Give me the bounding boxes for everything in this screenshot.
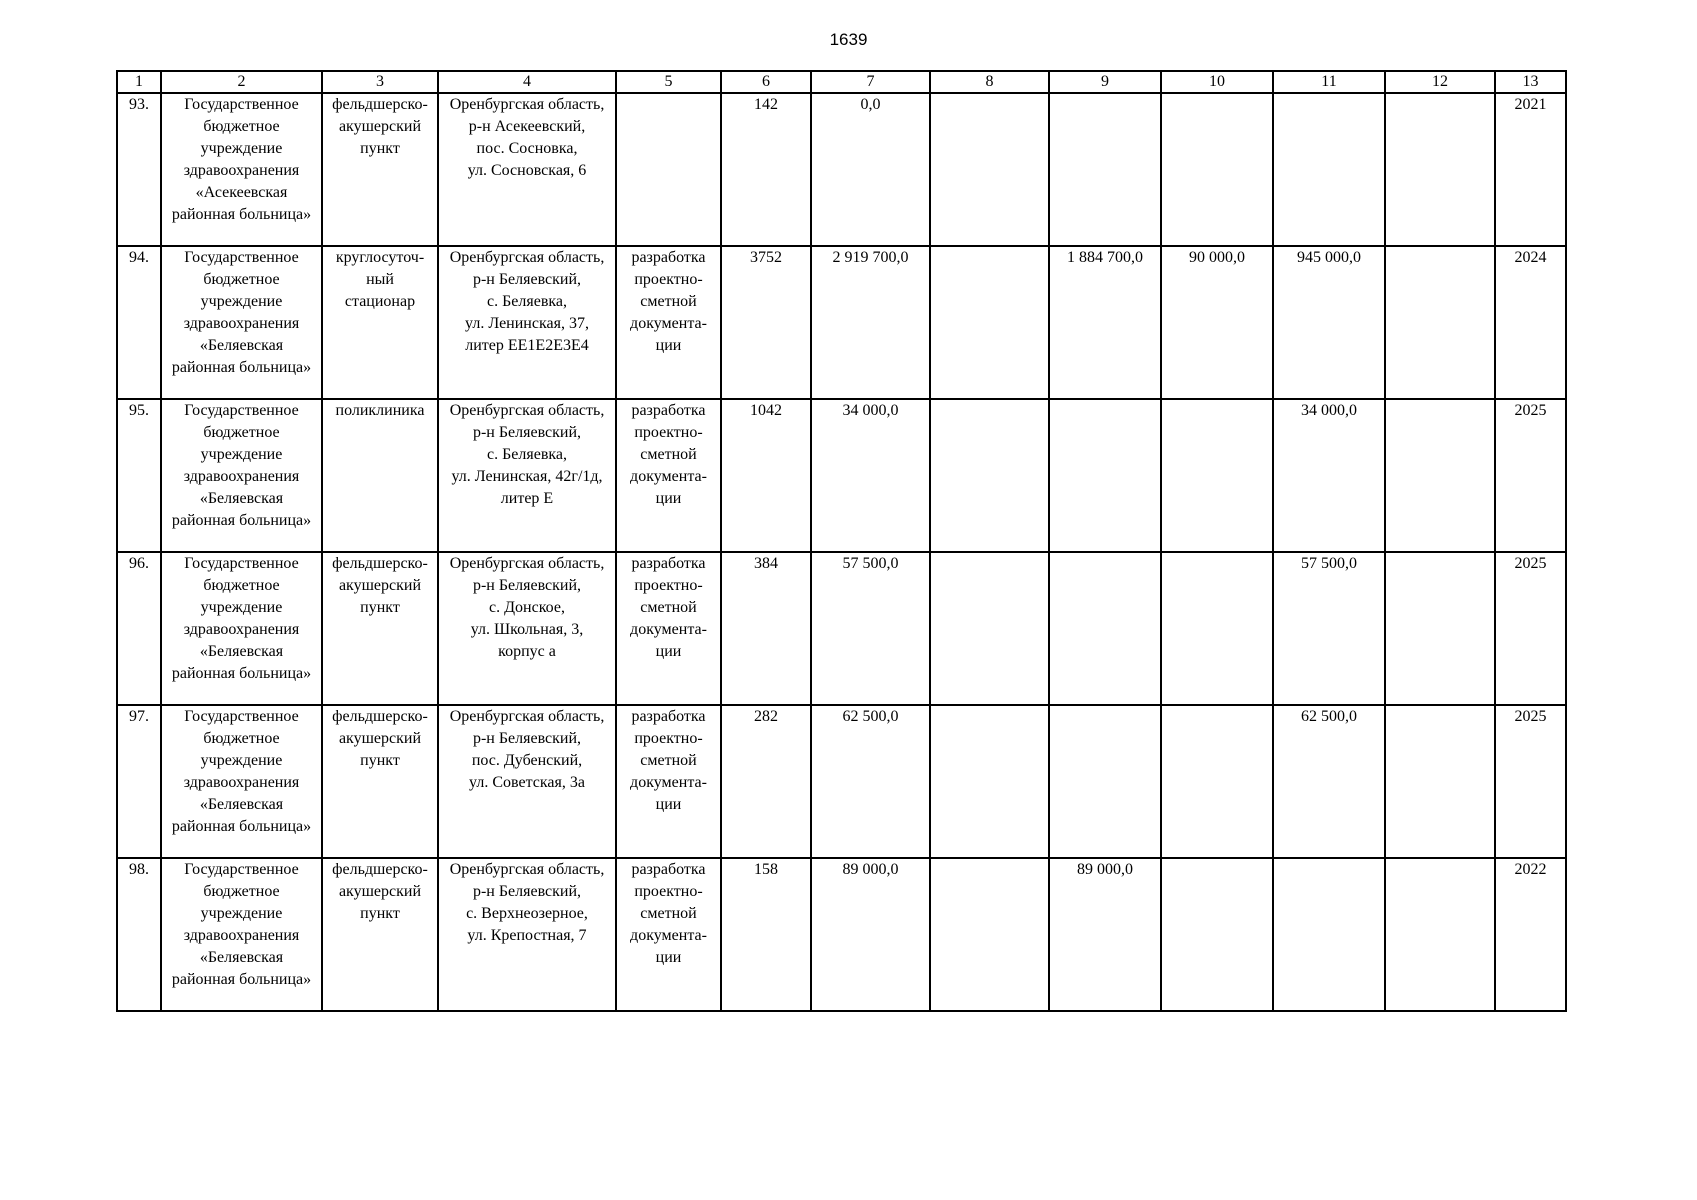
col8-cell xyxy=(930,705,1049,858)
work-type-cell xyxy=(616,93,721,246)
work-type-cell: разработка проектно- сметной документа- ции xyxy=(616,552,721,705)
work-type-cell: разработка проектно- сметной документа- ции xyxy=(616,246,721,399)
column-header: 8 xyxy=(930,71,1049,93)
col12-cell xyxy=(1385,858,1495,1011)
col11-cell: 945 000,0 xyxy=(1273,246,1385,399)
organization-cell: Государственное бюджетное учреждение здравоохранения «Беляевская районная больница» xyxy=(161,399,322,552)
col7-cell: 89 000,0 xyxy=(811,858,930,1011)
header-row xyxy=(117,71,1566,93)
row-number: 93. xyxy=(117,93,161,246)
organization-cell: Государственное бюджетное учреждение здравоохранения «Беляевская районная больница» xyxy=(161,246,322,399)
organization-cell: Государственное бюджетное учреждение здравоохранения «Беляевская районная больница» xyxy=(161,705,322,858)
col7-cell: 34 000,0 xyxy=(811,399,930,552)
col12-cell xyxy=(1385,705,1495,858)
column-header: 7 xyxy=(811,71,930,93)
table-row xyxy=(117,93,1566,246)
table-row xyxy=(117,552,1566,705)
col7-cell: 57 500,0 xyxy=(811,552,930,705)
row-number: 97. xyxy=(117,705,161,858)
col12-cell xyxy=(1385,246,1495,399)
col6-cell: 282 xyxy=(721,705,811,858)
table-row xyxy=(117,705,1566,858)
organization-cell: Государственное бюджетное учреждение здравоохранения «Асекеевская районная больница» xyxy=(161,93,322,246)
work-type-cell: разработка проектно- сметной документа- ции xyxy=(616,399,721,552)
table-row xyxy=(117,399,1566,552)
table-row xyxy=(117,246,1566,399)
row-number: 98. xyxy=(117,858,161,1011)
col9-cell xyxy=(1049,399,1161,552)
col8-cell xyxy=(930,858,1049,1011)
year-cell: 2022 xyxy=(1495,858,1566,1011)
col9-cell xyxy=(1049,93,1161,246)
column-header: 13 xyxy=(1495,71,1566,93)
col6-cell: 142 xyxy=(721,93,811,246)
facility-type-cell: поликлиника xyxy=(322,399,438,552)
facility-type-cell: фельдшерско- акушерский пункт xyxy=(322,93,438,246)
year-cell: 2025 xyxy=(1495,399,1566,552)
column-header: 5 xyxy=(616,71,721,93)
facility-type-cell: фельдшерско- акушерский пункт xyxy=(322,705,438,858)
col12-cell xyxy=(1385,552,1495,705)
col8-cell xyxy=(930,246,1049,399)
col7-cell: 62 500,0 xyxy=(811,705,930,858)
work-type-cell: разработка проектно- сметной документа- ции xyxy=(616,858,721,1011)
column-header: 12 xyxy=(1385,71,1495,93)
address-cell: Оренбургская область, р-н Асекеевский, пос. Сосновка, ул. Сосновская, 6 xyxy=(438,93,616,246)
table-row xyxy=(117,858,1566,1011)
column-header: 6 xyxy=(721,71,811,93)
year-cell: 2024 xyxy=(1495,246,1566,399)
col7-cell: 2 919 700,0 xyxy=(811,246,930,399)
col8-cell xyxy=(930,399,1049,552)
year-cell: 2025 xyxy=(1495,552,1566,705)
row-number: 94. xyxy=(117,246,161,399)
address-cell: Оренбургская область, р-н Беляевский, пос. Дубенский, ул. Советская, 3а xyxy=(438,705,616,858)
col11-cell: 34 000,0 xyxy=(1273,399,1385,552)
row-number: 95. xyxy=(117,399,161,552)
col6-cell: 1042 xyxy=(721,399,811,552)
row-number: 96. xyxy=(117,552,161,705)
col6-cell: 3752 xyxy=(721,246,811,399)
work-type-cell: разработка проектно- сметной документа- ции xyxy=(616,705,721,858)
facility-type-cell: фельдшерско- акушерский пункт xyxy=(322,858,438,1011)
column-header: 10 xyxy=(1161,71,1273,93)
col10-cell xyxy=(1161,858,1273,1011)
col8-cell xyxy=(930,552,1049,705)
col10-cell xyxy=(1161,705,1273,858)
col10-cell xyxy=(1161,399,1273,552)
col10-cell: 90 000,0 xyxy=(1161,246,1273,399)
col9-cell xyxy=(1049,552,1161,705)
address-cell: Оренбургская область, р-н Беляевский, с. Беляевка, ул. Ленинская, 37, литер ЕЕ1Е2Е3Е4 xyxy=(438,246,616,399)
organization-cell: Государственное бюджетное учреждение здравоохранения «Беляевская районная больница» xyxy=(161,552,322,705)
col6-cell: 384 xyxy=(721,552,811,705)
col12-cell xyxy=(1385,399,1495,552)
col6-cell: 158 xyxy=(721,858,811,1011)
address-cell: Оренбургская область, р-н Беляевский, с. Верхнеозерное, ул. Крепостная, 7 xyxy=(438,858,616,1011)
address-cell: Оренбургская область, р-н Беляевский, с. Беляевка, ул. Ленинская, 42г/1д, литер Е xyxy=(438,399,616,552)
col7-cell: 0,0 xyxy=(811,93,930,246)
page-number: 1639 xyxy=(829,30,868,49)
year-cell: 2021 xyxy=(1495,93,1566,246)
col8-cell xyxy=(930,93,1049,246)
year-cell: 2025 xyxy=(1495,705,1566,858)
col9-cell xyxy=(1049,705,1161,858)
column-header: 1 xyxy=(117,71,161,93)
facility-type-cell: круглосуточ- ный стационар xyxy=(322,246,438,399)
col11-cell xyxy=(1273,858,1385,1011)
col11-cell: 57 500,0 xyxy=(1273,552,1385,705)
col11-cell xyxy=(1273,93,1385,246)
data-table xyxy=(116,70,1567,1012)
address-cell: Оренбургская область, р-н Беляевский, с. Донское, ул. Школьная, 3, корпус а xyxy=(438,552,616,705)
organization-cell: Государственное бюджетное учреждение здравоохранения «Беляевская районная больница» xyxy=(161,858,322,1011)
col12-cell xyxy=(1385,93,1495,246)
col11-cell: 62 500,0 xyxy=(1273,705,1385,858)
col10-cell xyxy=(1161,552,1273,705)
column-header: 2 xyxy=(161,71,322,93)
column-header: 4 xyxy=(438,71,616,93)
column-header: 11 xyxy=(1273,71,1385,93)
facility-type-cell: фельдшерско- акушерский пункт xyxy=(322,552,438,705)
column-header: 3 xyxy=(322,71,438,93)
col10-cell xyxy=(1161,93,1273,246)
col9-cell: 1 884 700,0 xyxy=(1049,246,1161,399)
column-header: 9 xyxy=(1049,71,1161,93)
col9-cell: 89 000,0 xyxy=(1049,858,1161,1011)
